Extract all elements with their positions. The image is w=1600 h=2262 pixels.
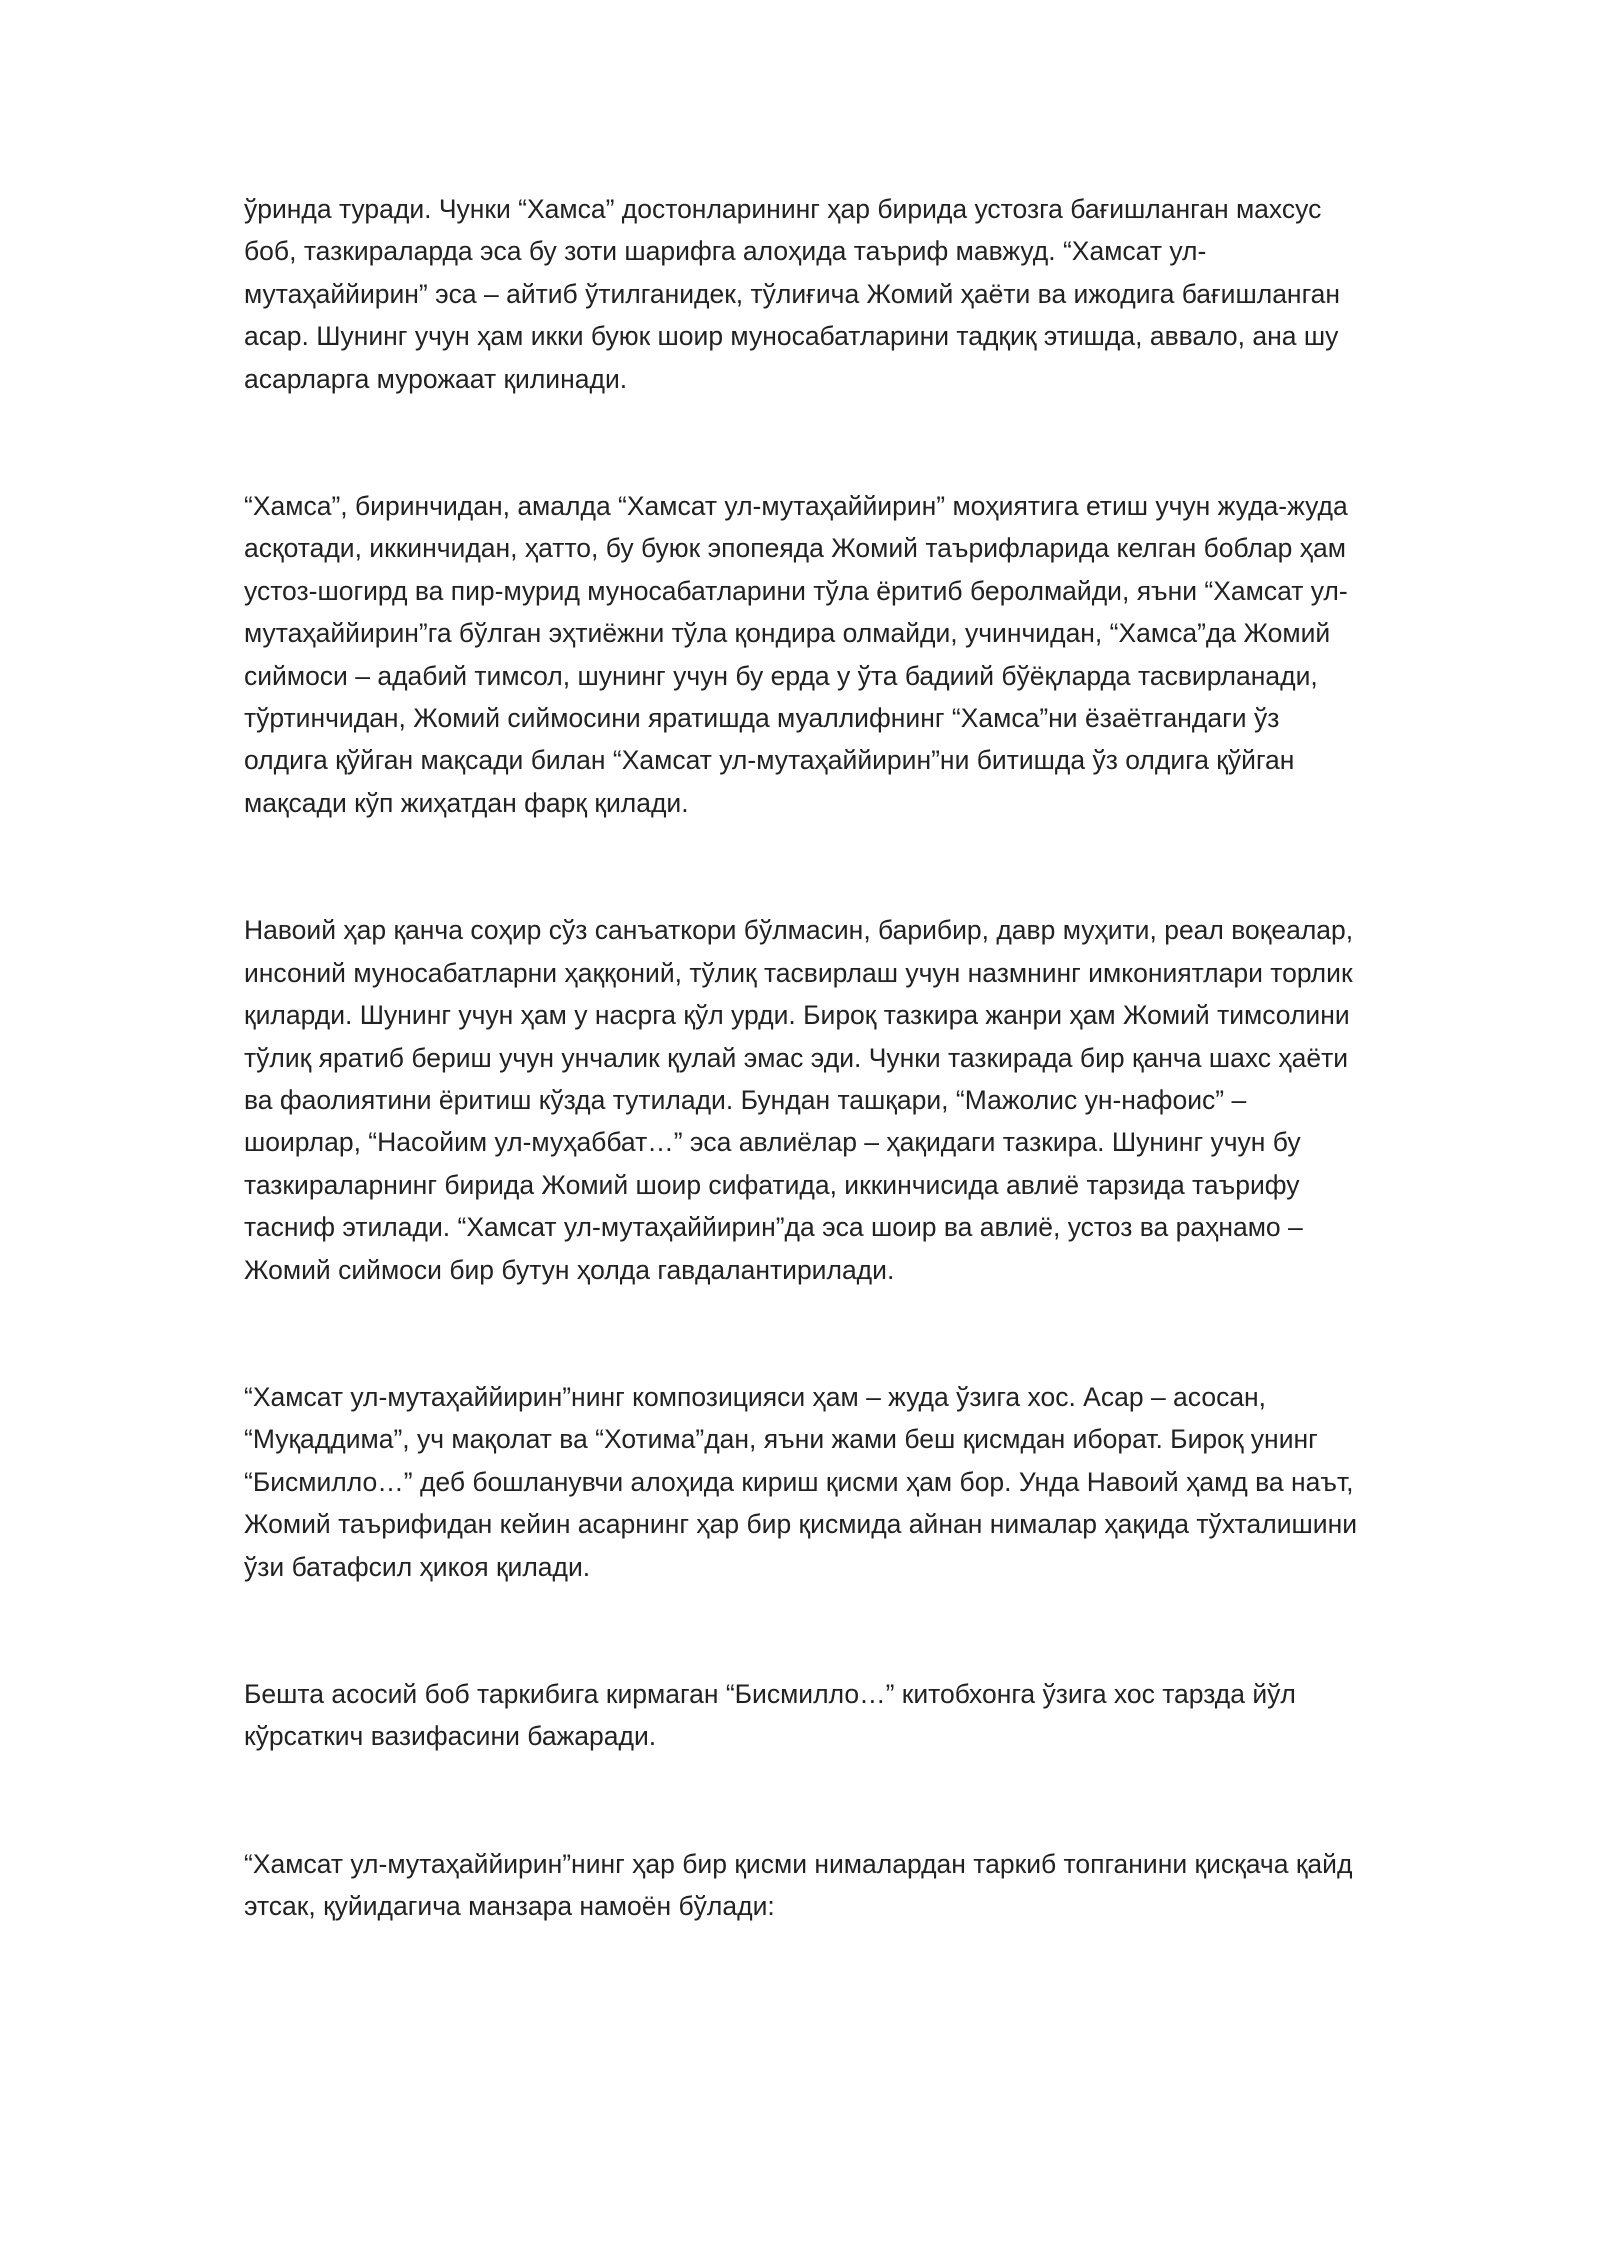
paragraph-5: Бешта асосий боб таркибига кирмаган “Бисмилло…” китобхонга ўзига хос тарзда йўл кўрсаткич вазифасини бажаради. [244, 1678, 1296, 1752]
paragraph-2: “Хамса”, биринчидан, амалда “Хамсат ул-мутаҳаййирин” моҳиятига етиш учун жуда-жуда асқотади, иккинчидан, ҳатто, бу буюк эпопеяда Жомий таърифларида келган боблар ҳам устоз-шогирд ва пир-мурид муносабатларини тўла ёритиб беролмайди, яъни “Хамсат ул-мутаҳаййирин”га бўлган эҳтиёжни тўла қондира олмайди, учинчидан, “Хамса”да Жомий сиймоси – адабий тимсол, шунинг учун бу ерда у ўта бадиий бўёқларда тасвирланади, тўртинчидан, Жомий сиймосини яратишда муаллифнинг “Хамса”ни ёзаётгандаги ўз олдига қўйган мақсади билан “Хамсат ул-мутаҳаййирин”ни битишда ўз олдига қўйган мақсади кўп жиҳатдан фарқ қилади. [244, 491, 1348, 818]
paragraph-3: Навоий ҳар қанча соҳир сўз санъаткори бўлмасин, барибир, давр муҳити, реал воқеалар, инсоний муносабатларни ҳаққоний, тўлиқ тасвирлаш учун назмнинг имкониятлари торлик қиларди. Шунинг учун ҳам у насрга қўл урди. Бироқ тазкира жанри ҳам Жомий тимсолини тўлиқ яратиб бериш учун унчалик қулай эмас эди. Чунки тазкирада бир қанча шахс ҳаёти ва фаолиятини ёритиш кўзда тутилади. Бундан ташқари, “Мажолис ун-нафоис” – шоирлар, “Насойим ул-муҳаббат…” эса авлиёлар – ҳақидаги тазкира. Шунинг учун бу тазкираларнинг бирида Жомий шоир сифатида, иккинчисида авлиё тарзида таърифу тасниф этилади. “Хамсат ул-мутаҳаййирин”да эса шоир ва авлиё, устоз ва раҳнамо – Жомий сиймоси бир бутун ҳолда гавдалантирилади. [244, 915, 1354, 1285]
paragraph-1: ўринда туради. Чунки “Хамса” достонларининг ҳар бирида устозга бағишланган махсус боб, тазкираларда эса бу зоти шарифга алоҳида таъриф мавжуд. “Хамсат ул-мутаҳаййирин” эса – айтиб ўтилганидек, тўлиғича Жомий ҳаёти ва ижодига бағишланган асар. Шунинг учун ҳам икки буюк шоир муносабатларини тадқиқ этишда, аввало, ана шу асарларга мурожаат қилинади. [244, 194, 1341, 394]
paragraph-6: “Хамсат ул-мутаҳаййирин”нинг ҳар бир қисми нималардан таркиб топганини қисқача қайд этсак, қуйидагича манзара намоён бўлади: [244, 1848, 1353, 1922]
document-body [244, 188, 1369, 1928]
paragraph-4: “Хамсат ул-мутаҳаййирин”нинг композицияси ҳам – жуда ўзига хос. Асар – асосан, “Муқаддима”, уч мақолат ва “Хотима”дан, яъни жами беш қисмдан иборат. Бироқ унинг “Бисмилло…” деб бошланувчи алоҳида кириш қисми ҳам бор. Унда Навоий ҳамд ва наът, Жомий таърифидан кейин асарнинг ҳар бир қисмида айнан нималар ҳақида тўхталишини ўзи батафсил ҳикоя қилади. [244, 1381, 1358, 1582]
